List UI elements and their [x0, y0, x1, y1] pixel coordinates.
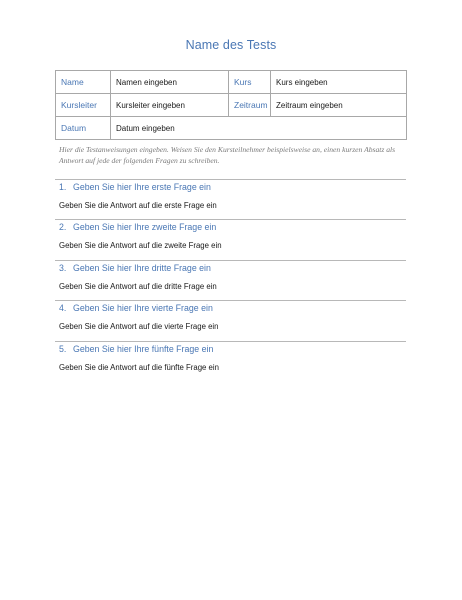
test-info-table	[55, 70, 407, 140]
question-3[interactable]	[59, 263, 211, 273]
datum-label: Datum	[56, 117, 111, 140]
info-row-name-kurs	[56, 71, 407, 94]
answer-1[interactable]: Geben Sie die Antwort auf die erste Frage ein	[59, 201, 217, 210]
question-divider	[55, 219, 406, 220]
question-2[interactable]	[59, 222, 216, 232]
question-text: Geben Sie hier Ihre vierte Frage ein	[73, 303, 213, 313]
kursleiter-label: Kursleiter	[56, 94, 111, 117]
question-4[interactable]	[59, 303, 213, 313]
answer-5[interactable]: Geben Sie die Antwort auf die fünfte Frage ein	[59, 363, 219, 372]
answer-4[interactable]: Geben Sie die Antwort auf die vierte Frage ein	[59, 322, 219, 331]
question-number: 4.	[59, 303, 67, 313]
question-divider	[55, 260, 406, 261]
test-title[interactable]: Name des Tests	[185, 38, 277, 52]
info-row-kursleiter-zeitraum	[56, 94, 407, 117]
question-text: Geben Sie hier Ihre dritte Frage ein	[73, 263, 211, 273]
question-number: 2.	[59, 222, 67, 232]
question-5[interactable]	[59, 344, 213, 354]
test-instructions[interactable]: Hier die Testanweisungen eingeben. Weisen Sie den Kursteilnehmer beispielsweise an, einen kurzen Absatz als Antwort auf jede der folgenden Fragen zu schreiben.	[59, 145, 396, 165]
question-number: 1.	[59, 182, 67, 192]
kurs-label: Kurs	[229, 71, 271, 94]
question-number: 5.	[59, 344, 67, 354]
info-row-datum	[56, 117, 407, 140]
question-number: 3.	[59, 263, 67, 273]
datum-field[interactable]: Datum eingeben	[111, 117, 407, 140]
kursleiter-field[interactable]: Kursleiter eingeben	[111, 94, 229, 117]
answer-2[interactable]: Geben Sie die Antwort auf die zweite Frage ein	[59, 241, 222, 250]
name-label: Name	[56, 71, 111, 94]
zeitraum-field[interactable]: Zeitraum eingeben	[271, 94, 407, 117]
question-text: Geben Sie hier Ihre fünfte Frage ein	[73, 344, 214, 354]
question-text: Geben Sie hier Ihre erste Frage ein	[73, 182, 211, 192]
answer-3[interactable]: Geben Sie die Antwort auf die dritte Frage ein	[59, 282, 217, 291]
question-1[interactable]	[59, 182, 211, 192]
question-divider	[55, 179, 406, 180]
question-divider	[55, 300, 406, 301]
question-text: Geben Sie hier Ihre zweite Frage ein	[73, 222, 217, 232]
kurs-field[interactable]: Kurs eingeben	[271, 71, 407, 94]
question-divider	[55, 341, 406, 342]
name-field[interactable]: Namen eingeben	[111, 71, 229, 94]
zeitraum-label: Zeitraum	[229, 94, 271, 117]
